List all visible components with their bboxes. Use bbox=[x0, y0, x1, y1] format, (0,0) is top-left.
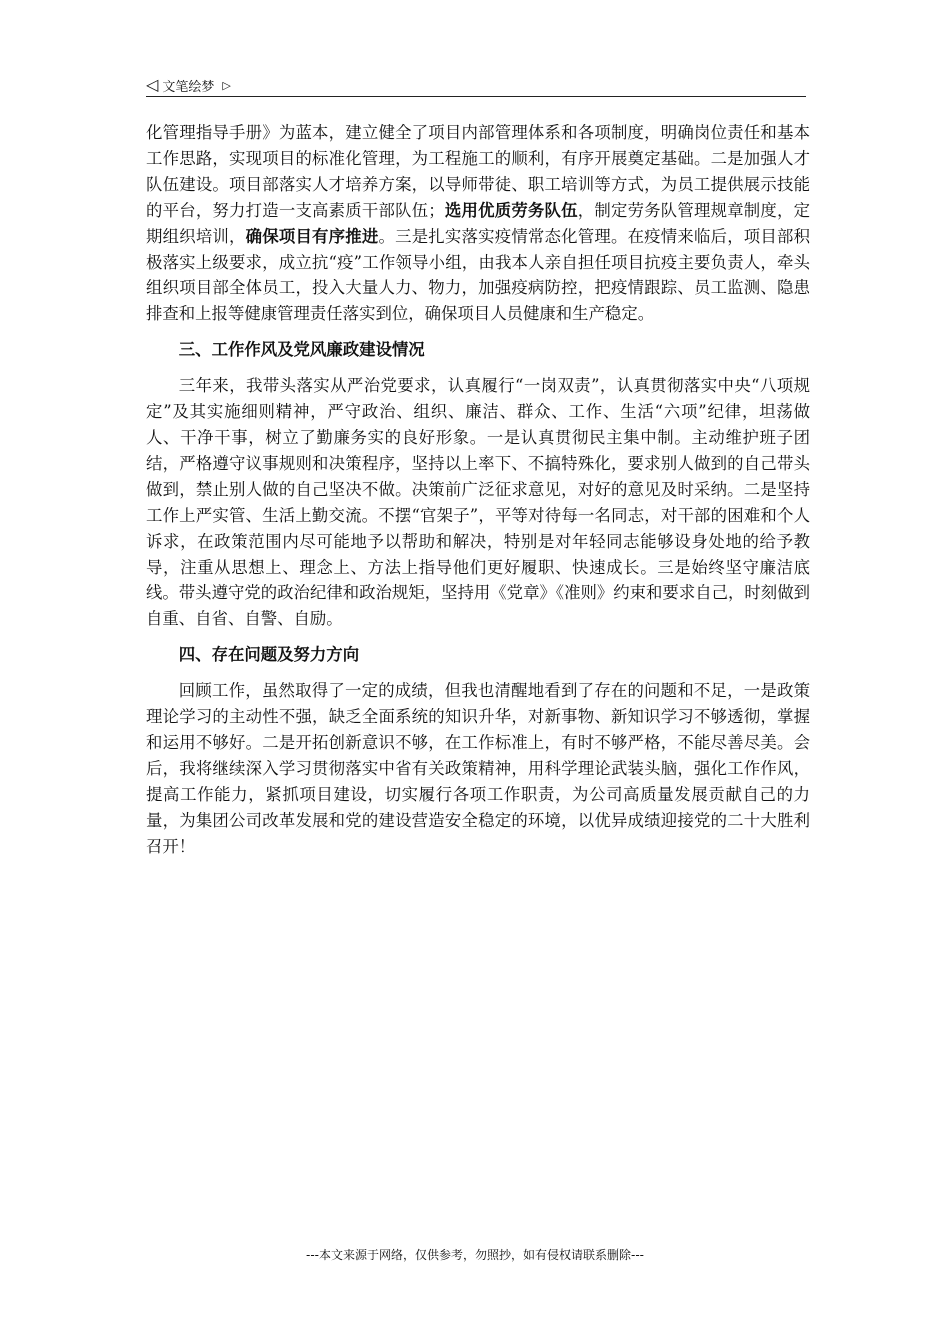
triangle-left-outline-icon: ◁ bbox=[146, 75, 159, 94]
section-heading-4: 四、存在问题及努力方向 bbox=[178, 645, 360, 665]
page-header bbox=[146, 74, 806, 97]
section-heading-3: 三、工作作风及党风廉政建设情况 bbox=[178, 340, 425, 360]
paragraph-continued: 化管理指导手册》为蓝本，建立健全了项目内部管理体系和各项制度，明确岗位责任和基本工作思路，实现项目的标准化管理，为工程施工的顺利，有序开展奠定基础。二是加强人才队伍建设。项目部落实人才培养方案，以导师带徒、职工培训等方式，为员工提供展示技能的平台，努力打造一支高素质干部队伍；选用优质劳务队伍，制定劳务队管理规章制度，定期组织培训，确保项目有序推进。三是扎实落实疫情常态化管理。在疫情来临后，项目部积极落实上级要求，成立抗“疫”工作领导小组，由我本人亲自担任项目抗疫主要负责人，牵头组织项目部全体员工，投入大量人力、物力，加强疫病防控，把疫情跟踪、员工监测、隐患排查和上报等健康管理责任落实到位，确保项目人员健康和生产稳定。 bbox=[146, 123, 811, 324]
triangle-right-outline-icon: ▷ bbox=[222, 78, 231, 92]
bold-phrase: 确保项目有序推进 bbox=[245, 226, 379, 246]
header-title: 文笔绘梦 bbox=[162, 79, 215, 95]
paragraph-problems: 回顾工作，虽然取得了一定的成绩，但我也清醒地看到了存在的问题和不足，一是政策理论学习的主动性不强，缺乏全面系统的知识升华，对新事物、新知识学习不够透彻，掌握和运用不够好。二是开拓创新意识不够，在工作标准上，有时不够严格，不能尽善尽美。会后，我将继续深入学习贯彻落实中省有关政策精神，用科学理论武装头脑，强化工作作风，提高工作能力，紧抓项目建设，切实履行各项工作职责，为公司高质量发展贡献自己的力量，为集团公司改革发展和党的建设营造安全稳定的环境，以优异成绩迎接党的二十大胜利召开！ bbox=[146, 681, 810, 856]
document-body bbox=[146, 120, 810, 859]
paragraph-work-style: 三年来，我带头落实从严治党要求，认真履行“一岗双责”，认真贯彻落实中央“八项规定”及其实施细则精神，严守政治、组织、廉洁、群众、工作、生活“六项”纪律，坦荡做人、干净干事，树立了勤廉务实的良好形象。一是认真贯彻民主集中制。主动维护班子团结，严格遵守议事规则和决策程序，坚持以上率下、不搞特殊化，要求别人做到的自己带头做到，禁止别人做的自己坚决不做。决策前广泛征求意见，对好的意见及时采纳。二是坚持工作上严实管、生活上勤交流。不摆“官架子”，平等对待每一名同志，对干部的困难和个人诉求，在政策范围内尽可能地予以帮助和解决，特别是对年轻同志能够设身处地的给予教导，注重从思想上、理念上、方法上指导他们更好履职、快速成长。三是始终坚守廉洁底线。带头遵守党的政治纪律和政治规矩，坚持用《党章》《准则》约束和要求自己，时刻做到自重、自省、自警、自励。 bbox=[146, 376, 810, 629]
bold-phrase: 选用优质劳务队伍 bbox=[444, 200, 578, 220]
page-footer: ---本文来源于网络，仅供参考，勿照抄，如有侵权请联系删除--- bbox=[306, 1248, 644, 1262]
